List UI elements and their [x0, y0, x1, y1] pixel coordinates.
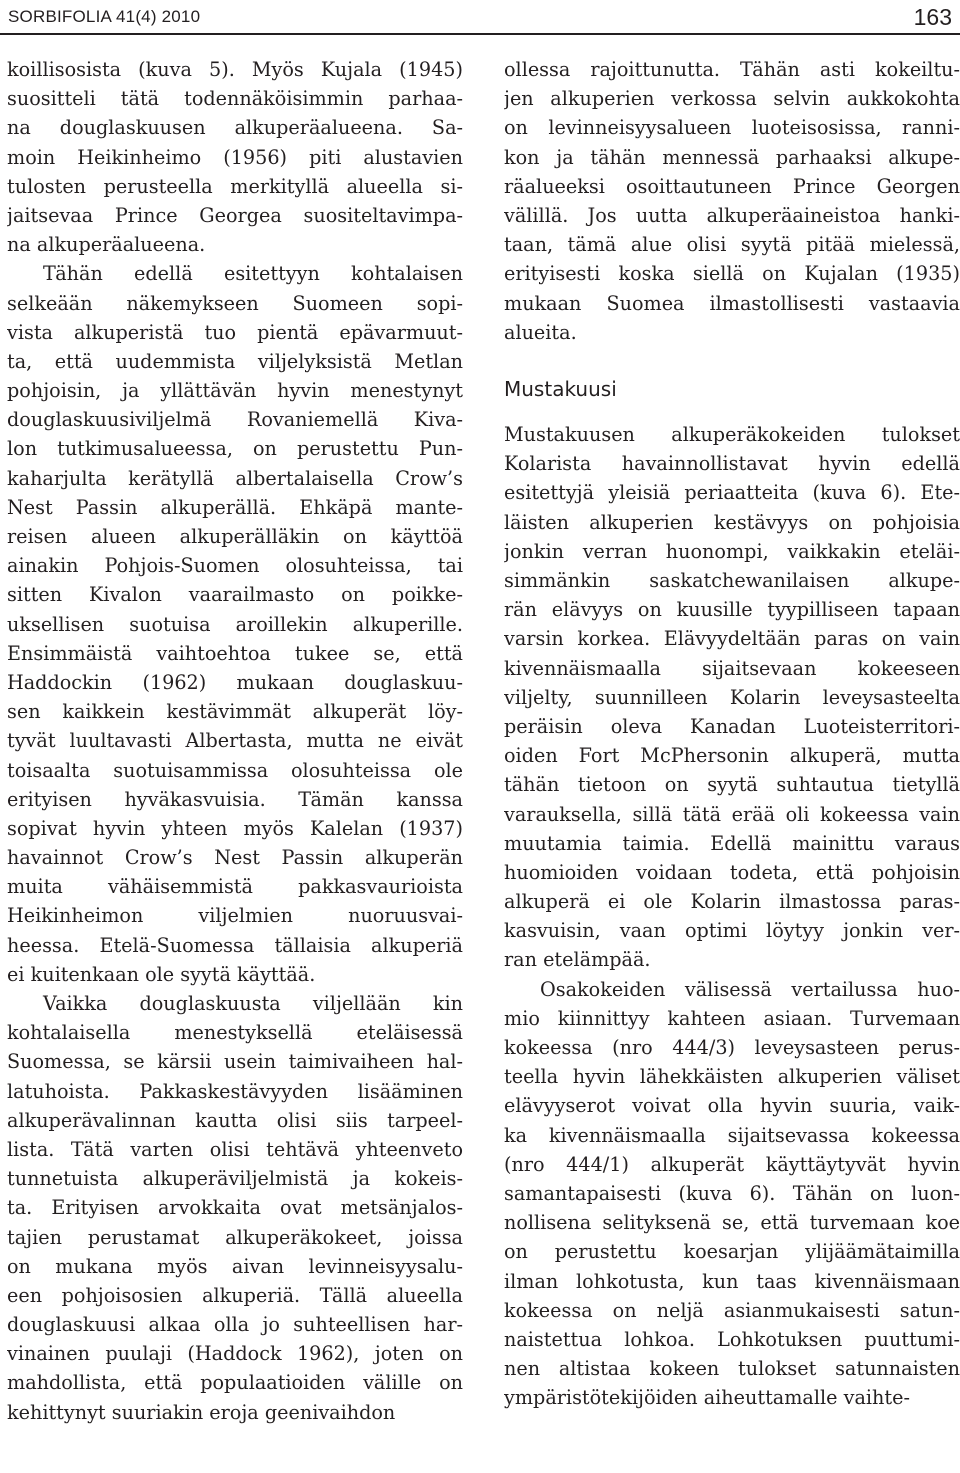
left-column: [7, 55, 463, 1427]
text-line: douglaskuusi alkaa olla jo suhteellisen har-: [7, 1313, 463, 1337]
text-line: tähän tietoon on syytä suhtautua tietyllä: [504, 773, 960, 797]
text-line: kokeessa on neljä asianmukaisesti satun-: [504, 1298, 960, 1322]
text-line: muutamia taimia. Edellä mainittu varaus: [504, 831, 960, 855]
text-line: vista alkuperistä tuo pientä epävarmuut-: [7, 320, 463, 344]
text-line: rän elävyys on kuusille tyypilliseen tapaan: [504, 598, 960, 622]
text-line: teella hyvin lähekkäisten alkuperien väliset: [504, 1065, 960, 1089]
text-line: sitten Kivalon vaarailmasto on poikke-: [7, 583, 463, 607]
text-line: jonkin verran huonompi, vaikkakin eteläi-: [504, 539, 960, 563]
left-paragraph-2: [7, 259, 463, 989]
journal-title: SORBIFOLIA 41(4) 2010: [8, 7, 201, 26]
text-line: on perustettu koesarjan ylijäämätaimilla: [504, 1240, 960, 1264]
text-line: havainnot Crow’s Nest Passin alkuperän: [7, 846, 463, 870]
text-line: ran etelämpää.: [504, 948, 651, 972]
header-rule: [0, 33, 960, 35]
text-line: mahdollista, että populaatioiden välille on: [7, 1371, 463, 1395]
text-line: ympäristötekijöiden aiheuttamalle vaihte-: [504, 1386, 910, 1410]
text-line: Osakokeiden välisessä vertailussa huo-: [540, 977, 960, 1001]
running-header: [0, 0, 960, 34]
text-line: ainakin Pohjois-Suomen olosuhteissa, tai: [7, 554, 463, 578]
text-line: samantapaisesti (kuva 6). Tähän on luon-: [504, 1181, 960, 1205]
text-line: na alkuperäalueena.: [7, 233, 206, 257]
text-line: mio kiinnittyy kahteen asiaan. Turvemaan: [504, 1006, 960, 1030]
text-line: naistettua lohkoa. Lohkotuksen puuttumi-: [504, 1327, 960, 1351]
text-line: viljelty, suunnilleen Kolarin leveysasteelta: [504, 685, 960, 709]
text-line: Tähän edellä esitettyyn kohtalaisen: [43, 262, 463, 286]
text-line: uksellisen suotuisa aroillekin alkuperille.: [7, 612, 463, 636]
text-line: selkeään näkemykseen Suomeen sopi-: [7, 291, 463, 315]
text-line: on mukana myös aivan levinneisyysalu-: [7, 1254, 463, 1278]
section-heading-mustakuusi: Mustakuusi: [504, 376, 617, 401]
text-line: sen kaikkein kestävimmät alkuperät löy-: [7, 700, 463, 724]
text-line: alkuperävalinnan kautta olisi siis tarpeel-: [7, 1108, 463, 1132]
text-line: elävyyserot voivat olla hyvin suuria, vaik-: [504, 1094, 960, 1118]
text-line: läisten alkuperien kestävyys on pohjoisia: [504, 510, 960, 534]
page-number: 163: [913, 4, 952, 30]
text-line: ta, että uudemmista viljelyksistä Metlan: [7, 349, 463, 373]
right-paragraph-2: [504, 975, 960, 1413]
text-line: peräisin oleva Kanadan Luoteisterritori-: [504, 714, 960, 738]
left-paragraph-3: [7, 989, 463, 1427]
text-line: alueita.: [504, 320, 577, 344]
text-line: moin Heikinheimo (1956) piti alustavien: [7, 145, 463, 169]
text-line: ka kivennäismaalla sijaitsevassa kokeessa: [504, 1123, 960, 1147]
text-line: varsin korkea. Elävyydeltään paras on vain: [504, 627, 960, 651]
text-line: kehittynyt suuriakin eroja geenivaihdon: [7, 1400, 396, 1424]
text-line: välillä. Jos uutta alkuperäaineistoa hanki-: [504, 203, 960, 227]
text-line: mukaan Suomea ilmastollisesti vastaavia: [504, 291, 960, 315]
text-line: jen alkuperien verkossa selvin aukkokohta: [504, 87, 960, 111]
text-line: vinainen puulaji (Haddock 1962), joten on: [7, 1342, 463, 1366]
text-line: Ensimmäistä vaihtoehtoa tukee se, että: [7, 641, 463, 665]
right-column: [504, 55, 960, 1412]
text-line: tunnetuista alkuperäviljelmistä ja kokeis-: [7, 1167, 463, 1191]
text-line: (nro 444/1) alkuperät käyttäytyvät hyvin: [504, 1152, 960, 1176]
text-line: kon ja tähän mennessä parhaaksi alkupe-: [504, 145, 960, 169]
text-line: reisen alueen alkuperälläkin on käyttöä: [7, 525, 463, 548]
text-line: kaharjulta kerätyllä albertalaisella Crow’s: [7, 466, 463, 490]
text-line: erityisesti koska siellä on Kujalan (1935): [504, 262, 960, 286]
text-line: lista. Tätä varten olisi tehtävä yhteenveto: [7, 1137, 463, 1161]
text-line: jaitsevaa Prince Georgea suositeltavimpa-: [7, 203, 463, 227]
text-line: huomioiden voidaan todeta, että pohjoisin: [504, 860, 960, 884]
text-line: simmänkin saskatchewanilaisen alkupe-: [504, 569, 960, 592]
text-line: Kolarista havainnollistavat hyvin edellä: [504, 452, 960, 476]
text-line: oiden Fort McPhersonin alkuperä, mutta: [504, 744, 960, 768]
text-line: Heikinheimon viljelmien nuoruusvai-: [7, 904, 463, 928]
left-paragraph-1: [7, 55, 463, 259]
text-line: lon tutkimusalueessa, on perustettu Pun-: [7, 437, 463, 461]
right-paragraph-1: [504, 420, 960, 975]
text-line: heessa. Etelä-Suomessa tällaisia alkuperiä: [7, 933, 463, 957]
text-line: Suomessa, se kärsii usein taimivaiheen hal-: [7, 1050, 463, 1074]
text-line: kohtalaisella menestyksellä eteläisessä: [7, 1021, 463, 1045]
text-line: nollisena selityksenä se, että turvemaan koe: [504, 1211, 960, 1235]
text-line: tajien perustamat alkuperäkokeet, joissa: [7, 1225, 463, 1249]
text-line: muita vähäisemmistä pakkasvaurioista: [7, 875, 463, 899]
text-line: erityisen hyväkasvuisia. Tämän kanssa: [7, 787, 463, 811]
text-line: Mustakuusen alkuperäkokeiden tulokset: [504, 423, 960, 447]
text-line: ilman lohkotusta, kun taas kivennäismaan: [504, 1269, 960, 1293]
text-line: räalueeksi osoittautuneen Prince Georgen: [504, 174, 960, 198]
text-line: een pohjoisosien alkuperiä. Tällä alueella: [7, 1283, 463, 1307]
text-line: pohjoisin, ja yllättävän hyvin menestynyt: [7, 379, 463, 403]
right-intro-paragraph: [504, 55, 960, 347]
text-line: taan, tämä alue olisi syytä pitää mielessä,: [504, 233, 960, 257]
text-line: Nest Passin alkuperällä. Ehkäpä mante-: [7, 495, 463, 519]
text-line: Haddockin (1962) mukaan douglaskuu-: [7, 670, 463, 694]
text-line: na douglaskuusen alkuperäalueena. Sa-: [7, 116, 463, 140]
text-line: suositteli tätä todennäköisimmin parhaa-: [7, 87, 463, 111]
text-line: on levinneisyysalueen luoteisosissa, ranni-: [504, 116, 960, 140]
left-column-body: [7, 55, 463, 1427]
text-line: tulosten perusteella merkityllä alueella si-: [7, 174, 463, 198]
text-line: kasvuisin, vaan optimi löytyy jonkin ver-: [504, 919, 960, 943]
text-line: esitettyjä yleisiä periaatteita (kuva 6). Ete-: [504, 481, 960, 505]
text-line: ei kuitenkaan ole syytä käyttää.: [7, 962, 316, 986]
text-line: ollessa rajoittunutta. Tähän asti kokeiltu-: [504, 58, 960, 81]
text-line: sopivat hyvin yhteen myös Kalelan (1937): [7, 816, 463, 840]
text-line: ta. Erityisen arvokkaita ovat metsänjalos-: [7, 1196, 463, 1220]
text-line: varauksella, sillä tätä erää oli kokeessa vain: [504, 802, 960, 826]
text-line: nen altistaa kokeen tulokset satunnaisten: [504, 1357, 960, 1381]
text-line: alkuperä ei ole Kolarin ilmastossa paras-: [504, 890, 960, 914]
text-line: toisaalta suotuisammissa olosuhteissa ole: [7, 758, 463, 782]
text-line: koillisosista (kuva 5). Myös Kujala (1945): [7, 58, 463, 81]
text-line: kivennäismaalla sijaitsevaan kokeeseen: [504, 656, 960, 680]
text-line: kokeessa (nro 444/3) leveysasteen perus-: [504, 1036, 960, 1059]
text-line: latuhoista. Pakkaskestävyyden lisääminen: [7, 1079, 463, 1103]
text-line: douglaskuusiviljelmä Rovaniemellä Kiva-: [7, 408, 463, 432]
text-line: Vaikka douglaskuusta viljellään kin: [43, 992, 463, 1015]
text-line: tyvät luultavasti Albertasta, mutta ne eivät: [7, 729, 463, 753]
